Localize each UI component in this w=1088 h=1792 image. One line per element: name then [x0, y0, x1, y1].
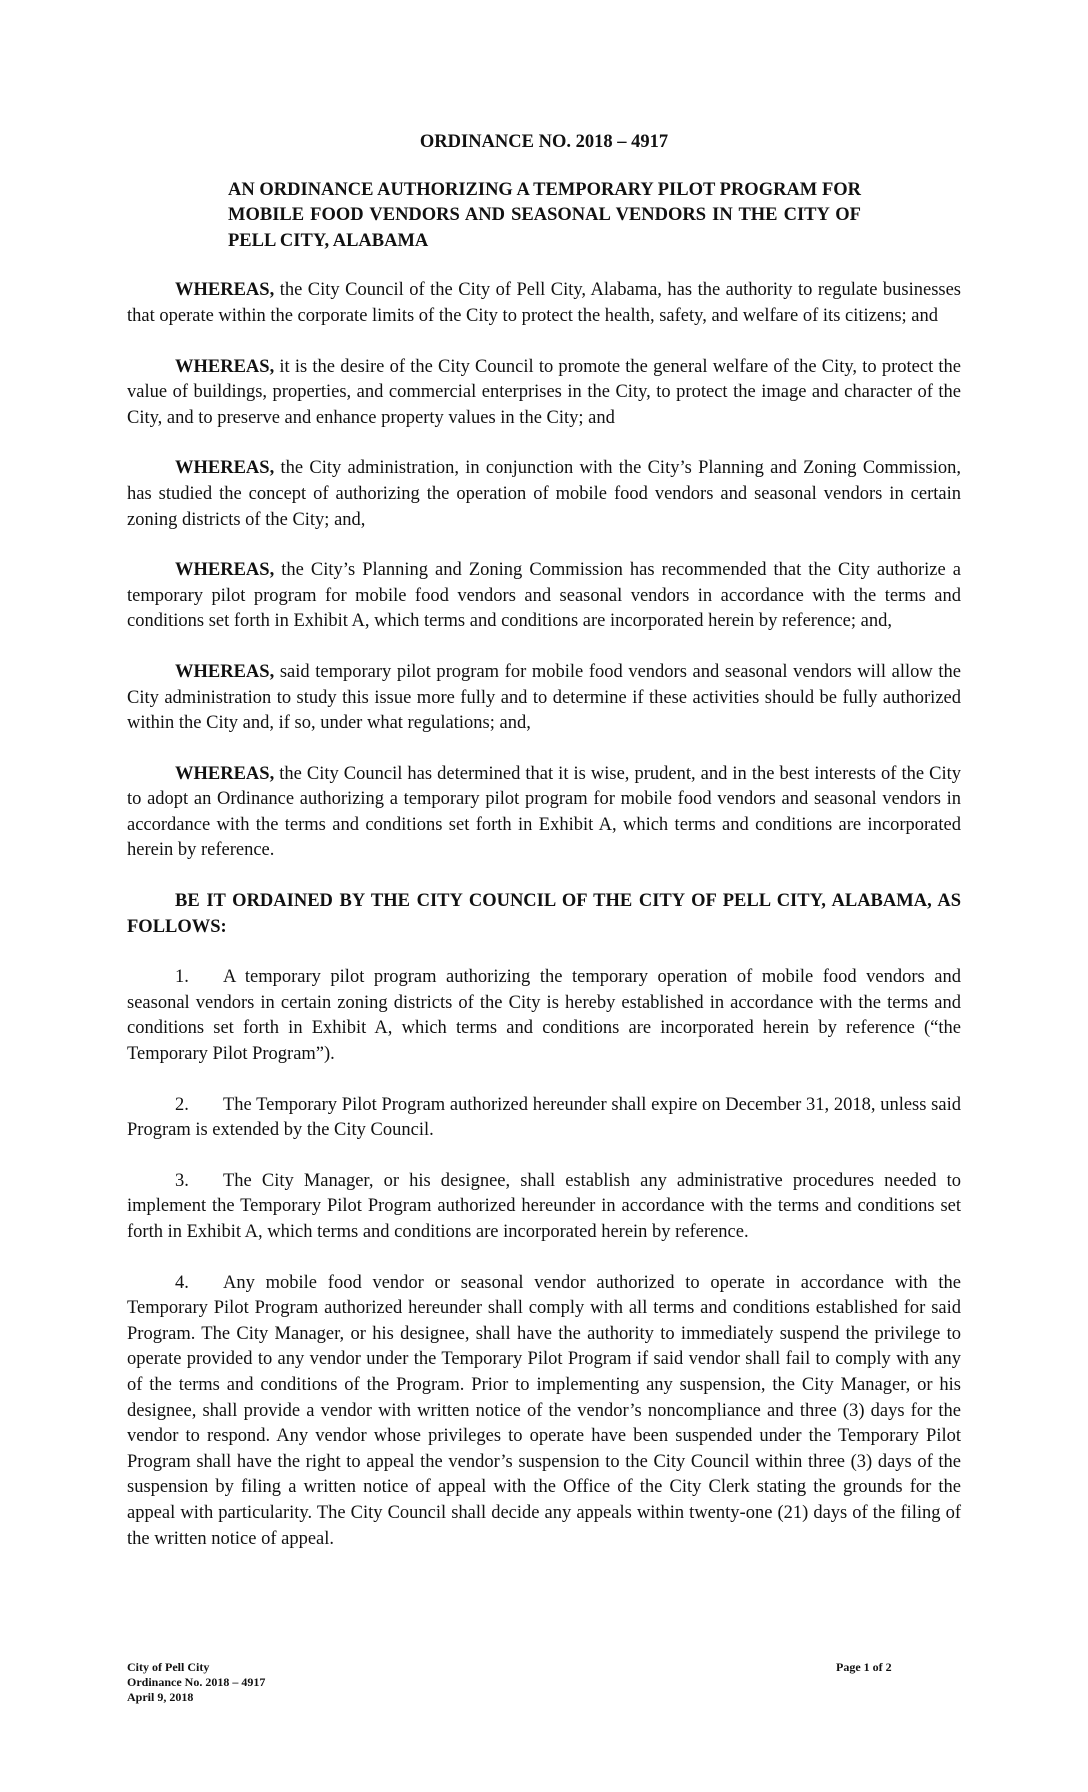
section-number: 4.	[175, 1272, 189, 1293]
whereas-text: the City Council of the City of Pell City, Alabama, has the authority to regulate businesses that operate within the corporate limits of the City to protect the health, safety, and welfare of its citizens; and	[127, 280, 962, 326]
whereas-label: WHEREAS,	[175, 560, 275, 581]
whereas-label: WHEREAS,	[175, 356, 275, 377]
footer-city: City of Pell City	[127, 1660, 210, 1674]
section-number: 1.	[175, 967, 189, 988]
whereas-clause	[127, 456, 961, 533]
whereas-text: said temporary pilot program for mobile food vendors and seasonal vendors will allow the City administration to study this issue more fully and to determine if these activities should be fully authorized within the City and, if so, under what regulations; and,	[127, 661, 961, 734]
whereas-text: the City’s Planning and Zoning Commission has recommended that the City authorize a temporary pilot program for mobile food vendors and seasonal vendors in accordance with the terms and conditions set forth in Exhibit A, which terms and conditions are incorporated herein by reference; and,	[127, 560, 961, 632]
section-text: The City Manager, or his designee, shall establish any administrative procedures needed to implement the Temporary Pilot Program authorized hereunder in accordance with the terms and conditions set forth in Exhibit A, which terms and conditions are incorporated herein by reference.	[127, 1170, 961, 1242]
whereas-label: WHEREAS,	[175, 763, 275, 784]
page-number: Page 1 of 2	[836, 1660, 892, 1674]
section-item	[127, 965, 961, 1067]
ordinance-title: AN ORDINANCE AUTHORIZING A TEMPORARY PILOT PROGRAM FOR MOBILE FOOD VENDORS AND SEASONAL VENDORS IN THE CITY OF PELL CITY, ALABAMA	[228, 179, 861, 251]
section-text: The Temporary Pilot Program authorized hereunder shall expire on December 31, 2018, unless said Program is extended by the City Council.	[127, 1094, 961, 1141]
footer-ordinance: Ordinance No. 2018 – 4917	[127, 1675, 266, 1689]
ordinance-body	[127, 130, 961, 1577]
whereas-clause	[127, 278, 961, 329]
footer-info	[127, 1660, 265, 1705]
whereas-clause	[127, 355, 961, 432]
section-text: A temporary pilot program authorizing the temporary operation of mobile food vendors and seasonal vendors in certain zoning districts of the City is hereby established in accordance with the terms and conditions set forth in Exhibit A, which terms and conditions are incorporated herein by reference (“the Temporary Pilot Program”).	[127, 967, 961, 1065]
section-text: Any mobile food vendor or seasonal vendor authorized to operate in accordance with the Temporary Pilot Program authorized hereunder shall comply with all terms and conditions established for said Program. The City Manager, or his designee, shall have the authority to immediately suspend the privilege to operate provided to any vendor under the Temporary Pilot Program if said vendor shall fail to comply with any of the terms and conditions of the Program. Prior to implementing any suspension, the City Manager, or his designee, shall provide a vendor with written notice of the vendor’s noncompliance and three (3) days for the vendor to respond. Any vendor whose privileges to operate have been suspended under the Temporary Pilot Program shall have the right to appeal the vendor’s suspension to the City Council within three (3) days of the suspension by filing a written notice of appeal with the Office of the City Clerk stating the grounds for the appeal with particularity. The City Council shall decide any appeals within twenty-one (21) days of the filing of the written notice of appeal.	[127, 1272, 961, 1549]
whereas-label: WHEREAS,	[175, 280, 275, 301]
whereas-clause	[127, 762, 961, 864]
ordinance-number: ORDINANCE NO. 2018 – 4917	[419, 132, 669, 152]
ordained-heading: BE IT ORDAINED BY THE CITY COUNCIL OF THE CITY OF PELL CITY, ALABAMA, AS FOLLOWS:	[127, 891, 961, 937]
whereas-label: WHEREAS,	[175, 458, 275, 479]
whereas-clause	[127, 558, 961, 635]
section-item	[127, 1093, 961, 1144]
whereas-label: WHEREAS,	[175, 661, 275, 682]
whereas-text: the City Council has determined that it is wise, prudent, and in the best interests of the City to adopt an Ordinance authorizing a temporary pilot program for mobile food vendors and seasonal vendors in accordance with the terms and conditions set forth in Exhibit A, which terms and conditions are incorporated herein by reference.	[127, 763, 961, 861]
footer-date: April 9, 2018	[127, 1690, 194, 1704]
section-item	[127, 1271, 961, 1553]
whereas-clause	[127, 660, 961, 737]
section-item	[127, 1169, 961, 1246]
whereas-text: it is the desire of the City Council to promote the general welfare of the City, to protect the value of buildings, properties, and commercial enterprises in the City, to protect the image and character of the City, and to preserve and enhance property values in the City; and	[127, 356, 962, 428]
section-number: 3.	[175, 1170, 189, 1191]
whereas-text: the City administration, in conjunction with the City’s Planning and Zoning Commission, has studied the concept of authorizing the operation of mobile food vendors and seasonal vendors in certain zoning districts of the City; and,	[127, 458, 961, 530]
section-number: 2.	[175, 1094, 189, 1115]
